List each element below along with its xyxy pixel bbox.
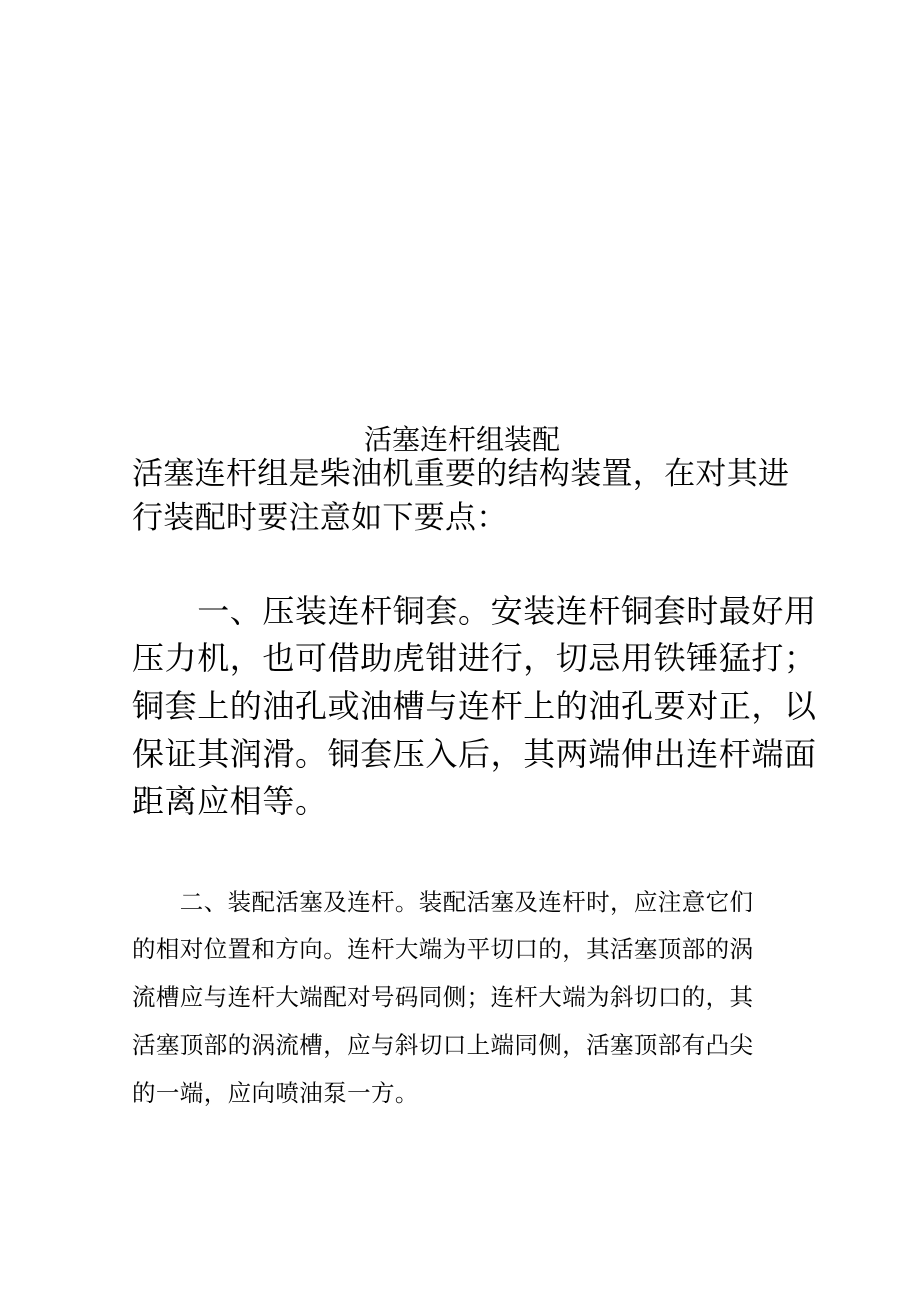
section1-line: 保证其润滑。铜套压入后，其两端伸出连杆端面 [132,735,817,773]
section1-line: 压力机，也可借助虎钳进行，切忌用铁锤猛打； [132,639,817,677]
section2-line: 二、装配活塞及连杆。装配活塞及连杆时，应注意它们 [132,888,754,916]
section1-line: 距离应相等。 [132,782,328,820]
section2-line: 的相对位置和方向。连杆大端为平切口的，其活塞顶部的涡 [132,935,754,963]
section2-line: 的一端，应向喷油泵一方。 [132,1079,419,1107]
intro-line: 行装配时要注意如下要点： [132,500,508,536]
section1-line: 铜套上的油孔或油槽与连杆上的油孔要对正，以 [132,687,817,725]
intro-line: 活塞连杆组是柴油机重要的结构装置，在对其进 [132,456,790,492]
document-title: 活塞连杆组装配 [363,423,560,456]
section2-line: 活塞顶部的涡流槽，应与斜切口上端同侧，活塞顶部有凸尖 [132,1031,754,1059]
section1-line: 一、压装连杆铜套。安装连杆铜套时最好用 [132,592,817,630]
section2-line: 流槽应与连杆大端配对号码同侧；连杆大端为斜切口的，其 [132,983,754,1011]
